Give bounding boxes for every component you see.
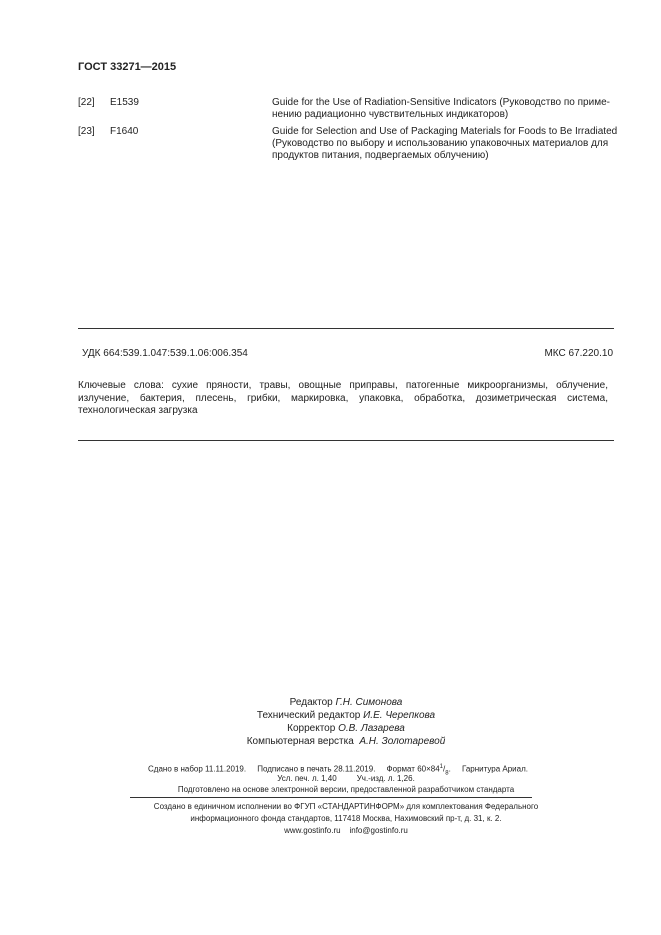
- credit-corrector: Корректор О.В. Лазарева: [287, 723, 405, 734]
- divider: [130, 797, 532, 798]
- reference-code: F1640: [110, 126, 139, 137]
- divider: [78, 328, 614, 329]
- document-title: ГОСТ 33271—2015: [78, 61, 177, 73]
- reference-text: Guide for the Use of Radiation-Sensitive Indicators (Руководство по приме-: [272, 97, 610, 108]
- divider: [78, 440, 614, 441]
- imprint-line-3: Подготовлено на основе электронной версии, предоставленной разработчиком стандарта: [177, 785, 515, 794]
- keywords: Ключевые слова: сухие пряности, травы, овощные приправы, патогенные микроорганизмы, облучение, излучение, бактерия, плесень, грибки, маркировка, упаковка, обработка, дозиметрическая система, технологическая загрузка: [78, 380, 608, 416]
- reference-code: E1539: [110, 97, 139, 108]
- website-link[interactable]: www.gostinfo.ru: [284, 826, 341, 835]
- publisher-line-1: Создано в единичном исполнении во ФГУП «СТАНДАРТИНФОРМ» для комплектования Федерального: [153, 802, 539, 811]
- udk-code: УДК 664:539.1.047:539.1.06:006.354: [82, 348, 248, 359]
- reference-text: Guide for Selection and Use of Packaging Materials for Foods to Be Irradiated: [272, 126, 618, 137]
- imprint-line-2: Усл. печ. л. 1,40 Уч.-изд. л. 1,26.: [277, 774, 415, 783]
- credit-layout: Компьютерная верстка А.Н. Золотаревой: [246, 736, 446, 747]
- publisher-line-2: информационного фонда стандартов, 117418 Москва, Нахимовский пр-т, д. 31, к. 2.: [190, 814, 502, 823]
- credit-editor: Редактор Г.Н. Симонова: [289, 697, 403, 708]
- publisher-contacts: [78, 825, 614, 837]
- credit-tech-editor: Технический редактор И.Е. Черепкова: [256, 710, 436, 721]
- reference-text: нению радиационно чувствительных индикаторов): [272, 109, 509, 120]
- email-link[interactable]: info@gostinfo.ru: [349, 826, 408, 835]
- imprint-line-1: Сдано в набор 11.11.2019. Подписано в печать 28.11.2019. Формат $60\times 84^1/_8$. Гарнитура Ариал.: [148, 764, 528, 777]
- reference-number: [23]: [78, 126, 95, 137]
- reference-number: [22]: [78, 97, 95, 108]
- reference-text: (Руководство по выбору и использованию упаковочных материалов для: [272, 138, 609, 149]
- mks-code: МКС 67.220.10: [544, 348, 613, 359]
- reference-text: продуктов питания, подвергаемых облучению): [272, 150, 489, 161]
